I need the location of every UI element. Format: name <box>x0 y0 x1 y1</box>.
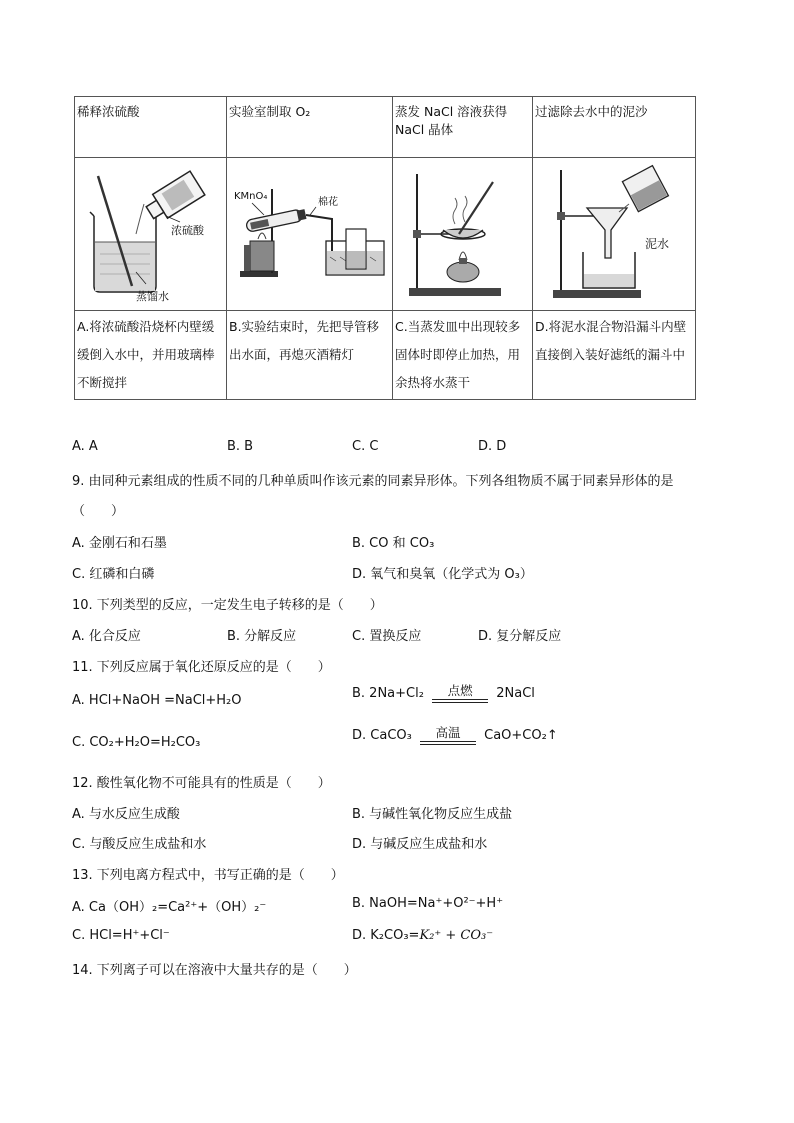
q9-option-c[interactable]: C. 红磷和白磷 <box>72 567 155 582</box>
q12-option-c[interactable]: C. 与酸反应生成盐和水 <box>72 837 207 852</box>
q9-paren: （ ） <box>72 504 125 519</box>
q12-option-d[interactable]: D. 与碱反应生成盐和水 <box>352 837 488 852</box>
dilute-acid-apparatus-image <box>86 164 216 304</box>
q9-option-a[interactable]: A. 金刚石和石墨 <box>72 536 167 551</box>
q10-option-c[interactable]: C. 置换反应 <box>352 629 422 644</box>
figure-cell-1 <box>75 158 227 311</box>
label-kmno4: KMnO₄ <box>233 191 267 202</box>
description-c: C.当蒸发皿中出现较多固体时即停止加热，用余热将水蒸干 <box>393 311 533 400</box>
evaporation-apparatus-image <box>403 164 523 304</box>
experiment-table <box>74 96 696 400</box>
q11-stem: 11. 下列反应属于氧化还原反应的是（ ） <box>72 660 331 675</box>
q11-option-d-reactant: D. CaCO₃ <box>352 728 412 743</box>
header-filter-sand: 过滤除去水中的泥沙 <box>533 97 696 158</box>
q8-option-d[interactable]: D. D <box>478 439 507 454</box>
q8-option-b[interactable]: B. B <box>227 439 254 454</box>
label-conc-acid: 浓硫酸 <box>170 224 204 237</box>
description-a: A.将浓硫酸沿烧杯内壁缓缓倒入水中，并用玻璃棒不断搅拌 <box>75 311 227 400</box>
q11-option-d-products: CaO+CO₂↑ <box>484 728 558 743</box>
q9-option-d[interactable]: D. 氧气和臭氧（化学式为 O₃） <box>352 567 533 582</box>
q9-stem: 9. 由同种元素组成的性质不同的几种单质叫作该元素的同素异形体。下列各组物质不属于同素异形体的是 <box>72 474 674 489</box>
filtration-apparatus-image <box>549 164 679 304</box>
q13-option-b[interactable]: B. NaOH=Na⁺+O²⁻+H⁺ <box>352 896 504 911</box>
header-dilute-acid: 稀释浓硫酸 <box>75 97 227 158</box>
q11-option-d[interactable] <box>352 726 558 745</box>
equals-bars <box>420 741 476 745</box>
reaction-condition-ignite <box>432 684 488 703</box>
q13-option-d[interactable] <box>352 928 493 943</box>
q13-option-d-prefix: D. K₂CO₃= <box>352 928 420 943</box>
q14-stem: 14. 下列离子可以在溶液中大量共存的是（ ） <box>72 963 357 978</box>
figure-cell-2 <box>227 158 393 311</box>
q9-option-b[interactable]: B. CO 和 CO₃ <box>352 536 435 551</box>
q11-option-b-products: 2NaCl <box>496 686 535 701</box>
q11-option-a[interactable]: A. HCl+NaOH =NaCl+H₂O <box>72 693 242 708</box>
condition-text: 点燃 <box>447 683 473 698</box>
label-distilled-water: 蒸馏水 <box>135 290 169 303</box>
q10-stem: 10. 下列类型的反应，一定发生电子转移的是（ ） <box>72 598 383 613</box>
q13-option-a[interactable]: A. Ca（OH）₂=Ca²⁺+（OH）₂⁻ <box>72 900 267 915</box>
q13-option-d-math: K₂⁺ + CO₃⁻ <box>419 928 494 943</box>
q10-option-b[interactable]: B. 分解反应 <box>227 629 297 644</box>
description-d: D.将泥水混合物沿漏斗内壁直接倒入装好滤纸的漏斗中 <box>533 311 696 400</box>
equals-bars <box>432 699 488 703</box>
figure-cell-4 <box>533 158 696 311</box>
q11-option-b-reactants: B. 2Na+Cl₂ <box>352 686 424 701</box>
header-prepare-oxygen: 实验室制取 O₂ <box>227 97 393 158</box>
oxygen-apparatus-image <box>232 179 388 289</box>
header-evaporate-nacl: 蒸发 NaCl 溶液获得 NaCl 晶体 <box>393 97 533 158</box>
reaction-condition-high-temp <box>420 726 476 745</box>
q10-option-d[interactable]: D. 复分解反应 <box>478 629 562 644</box>
q13-stem: 13. 下列电离方程式中，书写正确的是（ ） <box>72 868 344 883</box>
description-b: B.实验结束时，先把导管移出水面，再熄灭酒精灯 <box>227 311 393 400</box>
q12-stem: 12. 酸性氧化物不可能具有的性质是（ ） <box>72 776 331 791</box>
q10-option-a[interactable]: A. 化合反应 <box>72 629 141 644</box>
q12-option-a[interactable]: A. 与水反应生成酸 <box>72 807 180 822</box>
q8-option-c[interactable]: C. C <box>352 439 379 454</box>
q13-option-c[interactable]: C. HCl=H⁺+Cl⁻ <box>72 928 170 943</box>
label-cotton: 棉花 <box>317 197 338 208</box>
label-muddy-water: 泥水 <box>645 237 670 251</box>
q11-option-c[interactable]: C. CO₂+H₂O=H₂CO₃ <box>72 735 201 750</box>
q8-option-a[interactable]: A. A <box>72 439 98 454</box>
condition-text: 高温 <box>435 725 461 740</box>
q12-option-b[interactable]: B. 与碱性氧化物反应生成盐 <box>352 807 513 822</box>
figure-cell-3 <box>393 158 533 311</box>
q11-option-b[interactable] <box>352 684 535 703</box>
